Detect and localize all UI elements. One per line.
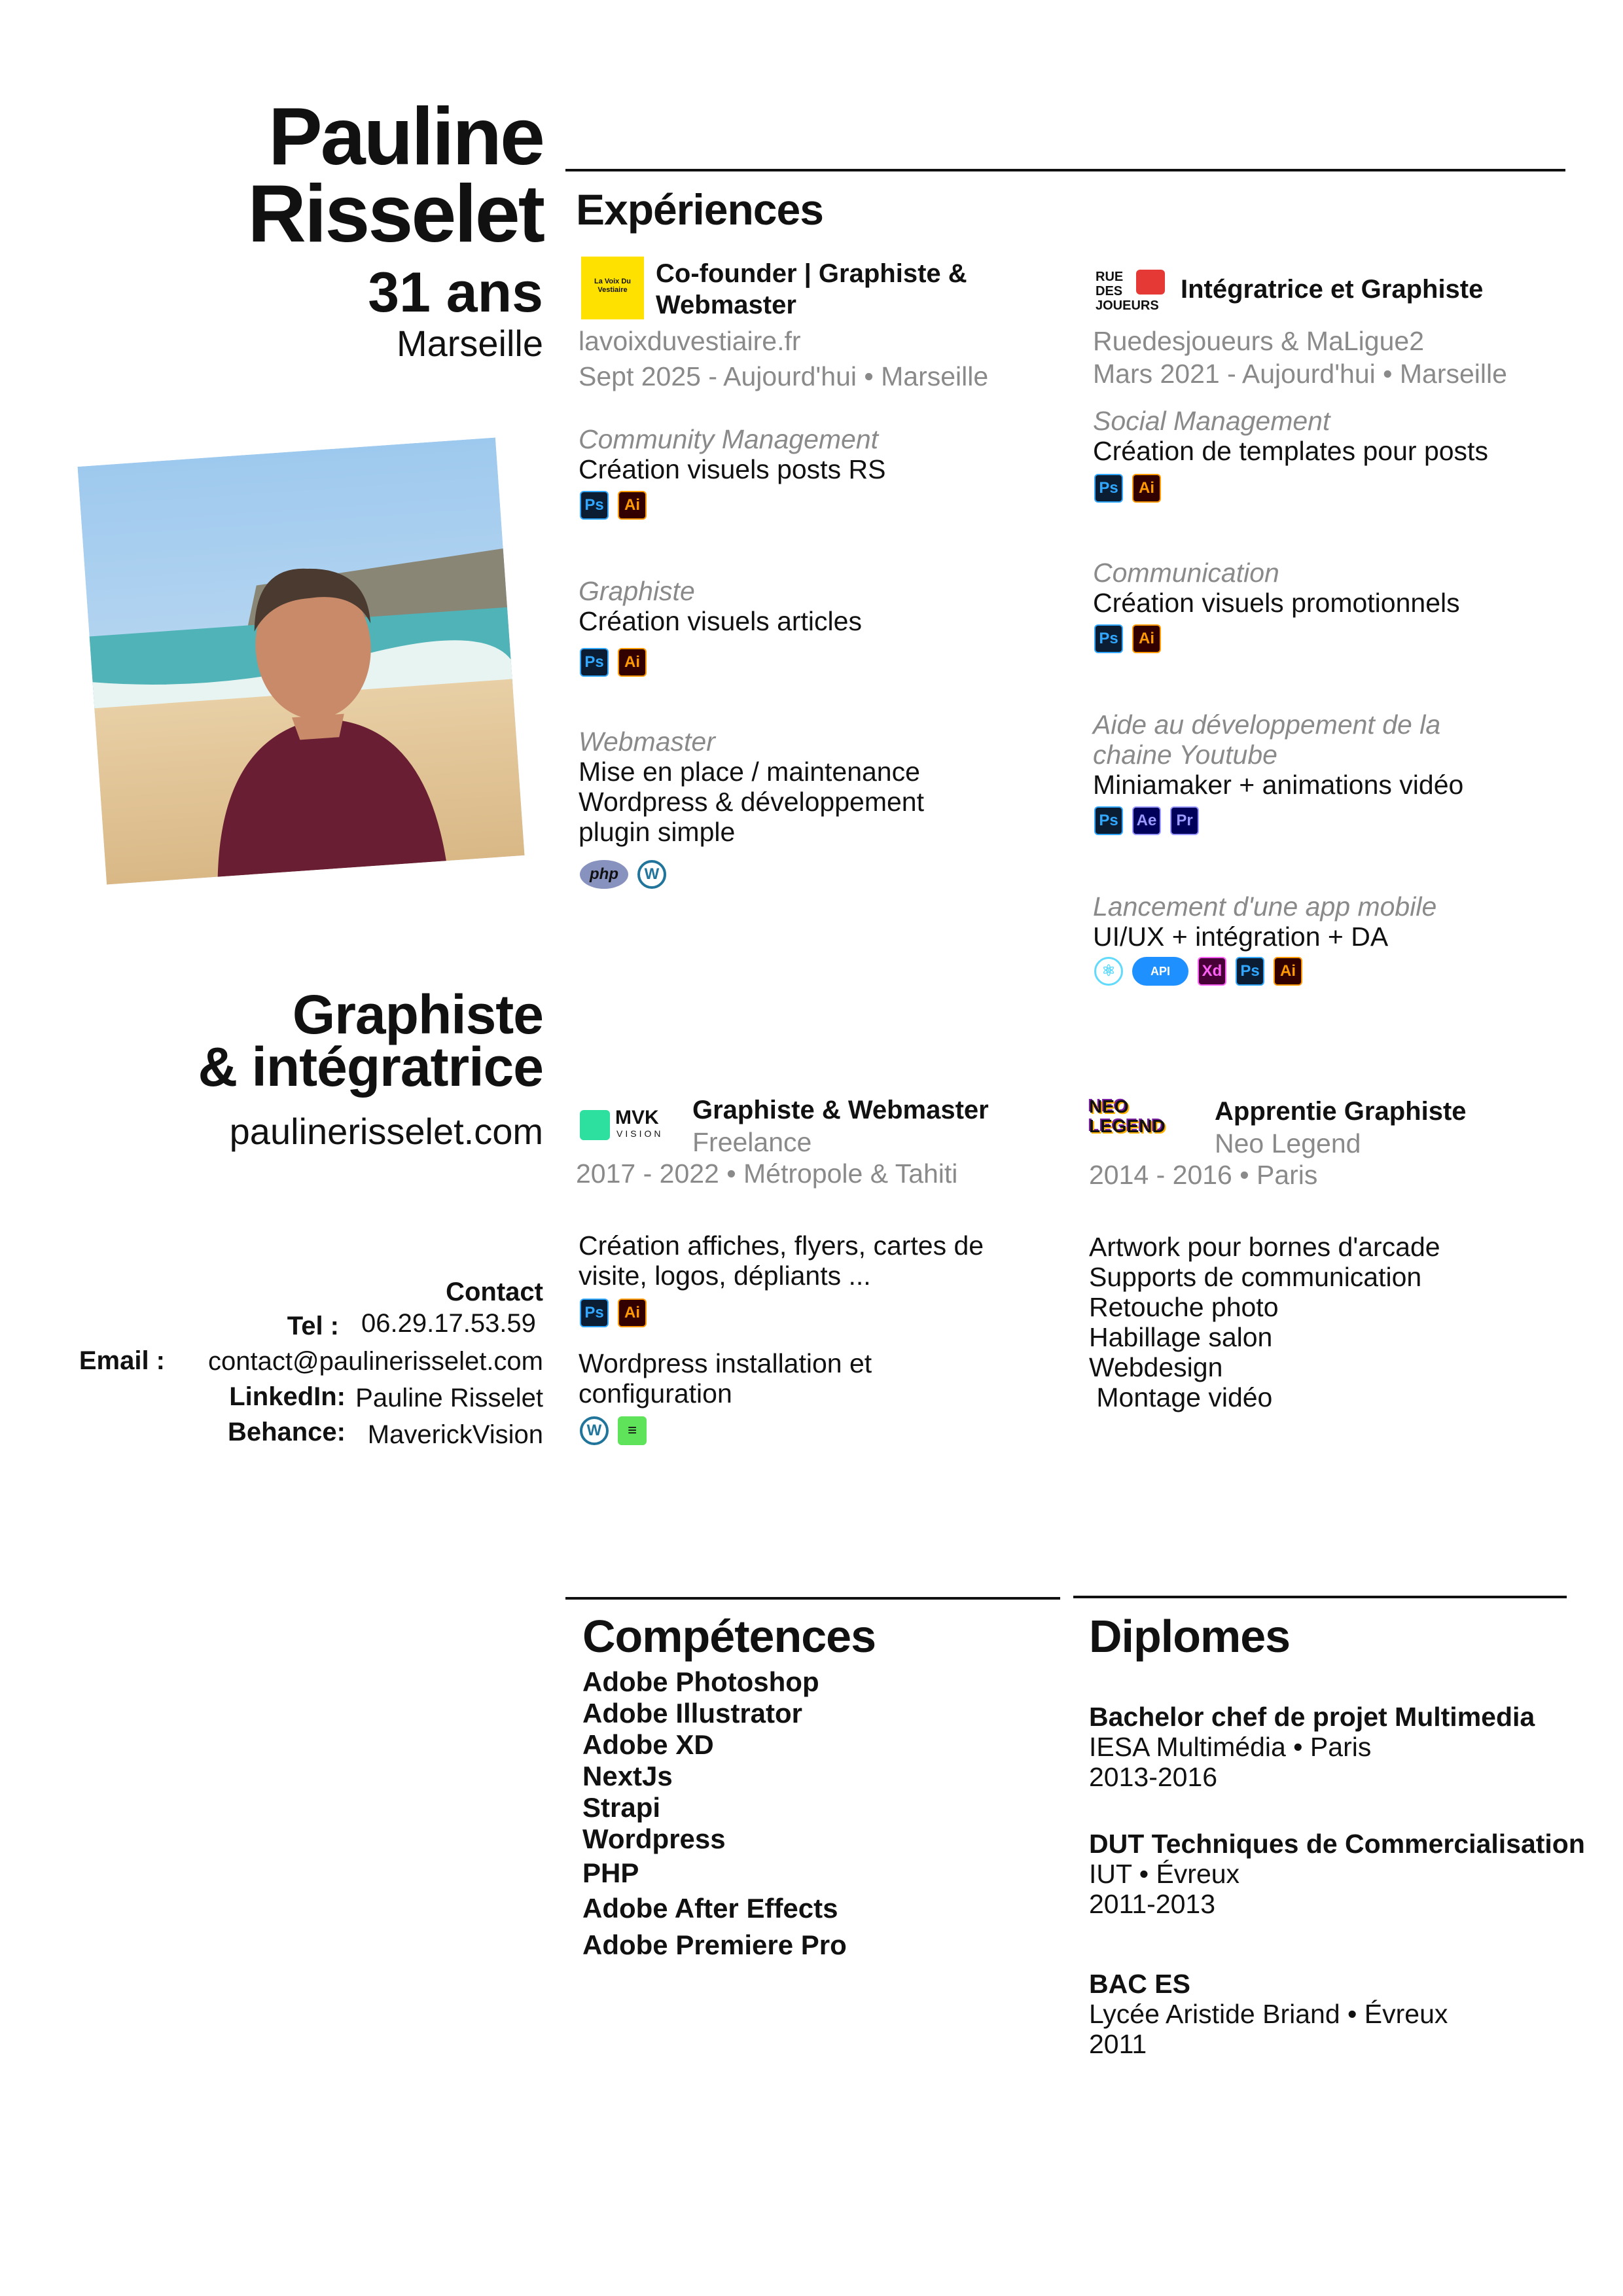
skill-item: Adobe After Effects <box>582 1893 838 1924</box>
diplomas-rule <box>1073 1596 1567 1598</box>
rue-des-joueurs-logo: RUE DES JOUEURS <box>1096 270 1168 318</box>
photoshop-icon: Ps <box>580 1299 609 1327</box>
linkedin-label: LinkedIn: <box>229 1382 346 1411</box>
job4-item: Habillage salon <box>1089 1322 1273 1352</box>
skill-item: Adobe Photoshop <box>582 1666 819 1697</box>
email-label: Email : <box>79 1346 165 1375</box>
job2-task3-desc: Miniamaker + animations vidéo <box>1093 770 1464 800</box>
diploma-item <box>1089 1969 1448 2059</box>
job3-title: Graphiste & Webmaster <box>692 1096 989 1124</box>
job2-task1-desc: Création de templates pour posts <box>1093 436 1488 466</box>
api-cloud-icon: API <box>1132 957 1188 986</box>
job1-dates: Sept 2025 - Aujourd'hui • Marseille <box>579 361 989 391</box>
job2-task4-category: Lancement d'une app mobile <box>1093 891 1437 922</box>
after-effects-icon: Ae <box>1132 806 1161 835</box>
job1-task3-desc: Mise en place / maintenance Wordpress & développement plugin simple <box>579 757 924 847</box>
diploma-years: 2011 <box>1089 2029 1147 2059</box>
photoshop-icon: Ps <box>1094 624 1123 653</box>
job2-company: Ruedesjoueurs & MaLigue2 <box>1093 326 1424 356</box>
job1-task2-tools <box>580 648 656 677</box>
job1-task1-category: Community Management <box>579 424 879 454</box>
job3-desc2: Wordpress installation et configuration <box>579 1348 872 1408</box>
diploma-title: Bachelor chef de projet Multimedia <box>1089 1702 1535 1732</box>
job4-dates: 2014 - 2016 • Paris <box>1089 1160 1318 1190</box>
illustrator-icon: Ai <box>618 1299 647 1327</box>
job4-item: Webdesign <box>1089 1352 1223 1382</box>
illustrator-icon: Ai <box>1274 957 1302 986</box>
job1-task1-desc: Création visuels posts RS <box>579 454 886 484</box>
wordpress-icon: W <box>637 860 666 889</box>
diploma-years: 2011-2013 <box>1089 1889 1216 1919</box>
photoshop-icon: Ps <box>1094 474 1123 503</box>
linkedin-value[interactable]: Pauline Risselet <box>355 1384 543 1412</box>
skills-rule <box>565 1597 1060 1600</box>
city: Marseille <box>396 323 543 364</box>
diploma-school: Lycée Aristide Briand • Évreux <box>1089 1999 1448 2029</box>
tel-value[interactable]: 06.29.17.53.59 <box>361 1309 536 1338</box>
job4-item: Montage vidéo <box>1089 1382 1273 1412</box>
diploma-item <box>1089 1829 1585 1919</box>
diploma-years: 2013-2016 <box>1089 1762 1218 1792</box>
photoshop-icon: Ps <box>1094 806 1123 835</box>
contact-heading: Contact <box>446 1278 543 1306</box>
job2-task2-category: Communication <box>1093 558 1279 588</box>
illustrator-icon: Ai <box>618 648 647 677</box>
skills-heading: Compétences <box>582 1611 876 1662</box>
job1-task2-category: Graphiste <box>579 576 695 606</box>
behance-value[interactable]: MaverickVision <box>367 1420 543 1449</box>
job1-title: Co-founder | Graphiste & Webmaster <box>656 259 967 319</box>
job1-company: lavoixduvestiaire.fr <box>579 326 801 356</box>
job3-desc1-tools <box>580 1299 656 1327</box>
job2-title: Intégratrice et Graphiste <box>1181 275 1484 304</box>
skill-item: PHP <box>582 1857 639 1888</box>
la-voix-du-vestiaire-logo: La Voix Du Vestiaire <box>581 257 644 319</box>
last-name: Risselet <box>247 169 543 259</box>
job4-company: Neo Legend <box>1215 1128 1361 1158</box>
job1-task2-desc: Création visuels articles <box>579 606 862 636</box>
skill-item: Adobe XD <box>582 1729 714 1760</box>
skills-list <box>582 1666 847 1961</box>
role-line2: & intégratrice <box>198 1036 543 1098</box>
age: 31 ans <box>368 261 543 324</box>
diploma-school: IUT • Évreux <box>1089 1859 1240 1889</box>
first-name: Pauline <box>268 92 543 182</box>
job2-task4-desc: UI/UX + intégration + DA <box>1093 922 1389 952</box>
php-icon: php <box>580 860 628 889</box>
job2-task1-category: Social Management <box>1093 406 1330 436</box>
job2-task3-tools <box>1094 806 1208 835</box>
skill-item: Adobe Premiere Pro <box>582 1929 847 1960</box>
illustrator-icon: Ai <box>1132 474 1161 503</box>
job4-item: Artwork pour bornes d'arcade <box>1089 1232 1440 1262</box>
diploma-item <box>1089 1702 1535 1792</box>
skill-item: Adobe Illustrator <box>582 1698 803 1729</box>
skill-item: NextJs <box>582 1761 673 1791</box>
job4-item: Retouche photo <box>1089 1292 1279 1322</box>
xd-icon: Xd <box>1198 957 1226 986</box>
job3-desc2-tools <box>580 1416 656 1445</box>
job3-desc1: Création affiches, flyers, cartes de visite, logos, dépliants ... <box>579 1230 984 1291</box>
mvk-vision-logo: MVK VISION <box>580 1109 678 1144</box>
job2-task2-desc: Création visuels promotionnels <box>1093 588 1460 618</box>
job2-dates: Mars 2021 - Aujourd'hui • Marseille <box>1093 359 1507 389</box>
illustrator-icon: Ai <box>1132 624 1161 653</box>
website-link[interactable]: paulinerisselet.com <box>229 1111 543 1152</box>
job4-item: Supports de communication <box>1089 1262 1422 1292</box>
diploma-school: IESA Multimédia • Paris <box>1089 1732 1372 1762</box>
experiences-heading: Expériences <box>576 185 823 234</box>
neo-legend-logo: NEO LEGEND <box>1089 1096 1166 1136</box>
diplomas-heading: Diplomes <box>1089 1611 1291 1662</box>
job4-title: Apprentie Graphiste <box>1215 1097 1467 1126</box>
job4-items <box>1089 1232 1440 1412</box>
photoshop-icon: Ps <box>580 648 609 677</box>
diploma-title: DUT Techniques de Commercialisation <box>1089 1829 1585 1859</box>
job1-task3-category: Webmaster <box>579 726 715 757</box>
premiere-pro-icon: Pr <box>1170 806 1199 835</box>
diploma-title: BAC ES <box>1089 1969 1190 1999</box>
illustrator-icon: Ai <box>618 491 647 520</box>
job3-company: Freelance <box>692 1127 812 1157</box>
tel-label: Tel : <box>287 1312 339 1340</box>
job3-dates: 2017 - 2022 • Métropole & Tahiti <box>576 1158 958 1189</box>
skill-item: Wordpress <box>582 1823 726 1854</box>
elementor-icon: ≡ <box>618 1416 647 1445</box>
experiences-rule <box>565 169 1565 171</box>
behance-label: Behance: <box>227 1418 346 1446</box>
job2-task3-category: Aide au développement de la chaine Youtube <box>1093 709 1441 770</box>
email-value[interactable]: contact@paulinerisselet.com <box>208 1347 543 1376</box>
photoshop-icon: Ps <box>1236 957 1264 986</box>
job1-task3-tools <box>580 860 675 889</box>
react-icon: ⚛ <box>1094 957 1123 986</box>
photoshop-icon: Ps <box>580 491 609 520</box>
job2-task2-tools <box>1094 624 1170 653</box>
profile-photo <box>77 437 524 884</box>
job2-task1-tools <box>1094 474 1170 503</box>
wordpress-icon: W <box>580 1416 609 1445</box>
job2-task4-tools <box>1094 957 1311 986</box>
job1-task1-tools <box>580 491 656 520</box>
skill-item: Strapi <box>582 1792 661 1823</box>
role-line1: Graphiste <box>292 984 543 1045</box>
